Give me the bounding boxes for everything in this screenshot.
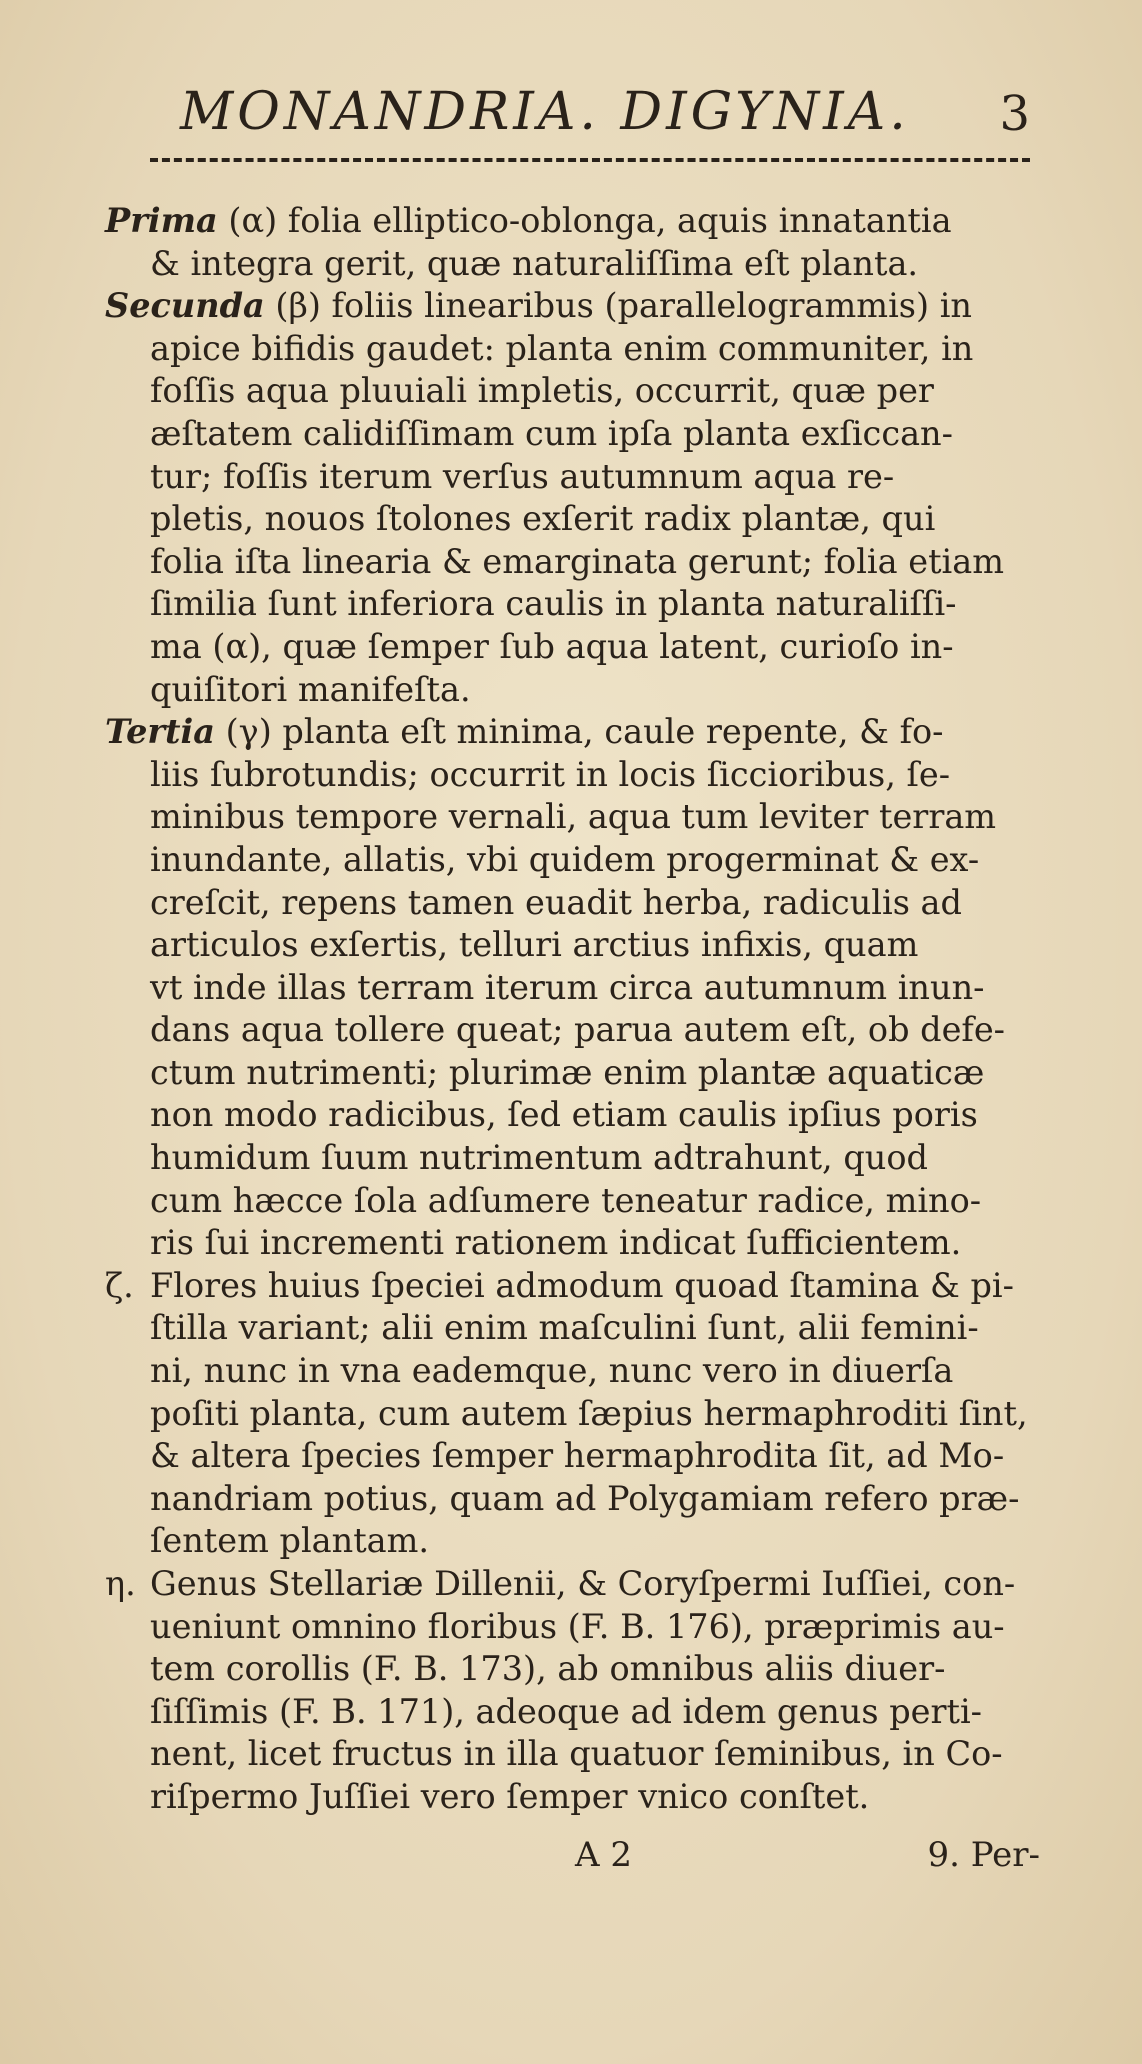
line-text: & integra gerit, quæ naturaliſſima eſt planta.: [150, 243, 919, 283]
running-head: MONANDRIA. DIGYNIA.: [180, 82, 910, 142]
line-text: quiſitori manifeſta.: [150, 669, 471, 709]
line-text: (β) foliis linearibus (parallelogrammis) in: [264, 286, 972, 326]
section-marker: η.: [105, 1564, 136, 1603]
text-line: [105, 1350, 1040, 1393]
line-text: & altera ſpecies ſemper hermaphrodita ſit, ad Mo-: [150, 1436, 1005, 1476]
variety-label: Tertia: [105, 712, 215, 752]
line-text: riſpermo Juſſiei vero ſemper vnico conſtet.: [150, 1776, 870, 1816]
text-line: [105, 370, 1040, 413]
text-line: [105, 328, 1040, 371]
text-line: [105, 1094, 1040, 1137]
text-line: [105, 456, 1040, 499]
text-line: [105, 967, 1040, 1010]
page-header: [150, 82, 1030, 142]
text-line: [105, 541, 1040, 584]
text-line: [105, 1776, 1040, 1819]
line-text: folia iſta linearia & emarginata gerunt; folia etiam: [150, 541, 1004, 581]
line-text: tur; foſſis iterum verſus autumnum aqua re-: [150, 456, 895, 496]
signature-mark: A 2: [575, 1835, 632, 1875]
text-line: [105, 1137, 1040, 1180]
variety-label: Prima: [105, 201, 218, 240]
header-rule: [150, 158, 1030, 162]
line-text: ſimilia ſunt inferiora caulis in planta naturaliſſi-: [150, 584, 957, 624]
line-text: nent, licet fructus in illa quatuor ſeminibus, in Co-: [150, 1734, 1003, 1774]
catchword: 9. Per-: [927, 1835, 1040, 1875]
line-text: humidum ſuum nutrimentum adtrahunt, quod: [150, 1138, 928, 1178]
text-line: [105, 1307, 1040, 1350]
text-line: [105, 1009, 1040, 1052]
line-text: ſtilla variant; alii enim maſculini ſunt, alii femini-: [150, 1308, 979, 1348]
text-line: [105, 583, 1040, 626]
line-text: ueniunt omnino floribus (F. B. 176), præprimis au-: [150, 1606, 1005, 1646]
line-text: ris ſui incrementi rationem indicat ſufficientem.: [150, 1223, 962, 1263]
line-text: cum hæcce ſola adſumere teneatur radice, mino-: [150, 1180, 982, 1220]
line-text: liis ſubrotundis; occurrit in locis ſiccioribus, ſe-: [150, 754, 951, 794]
line-text: ni, nunc in vna eademque, nunc vero in diuerſa: [150, 1351, 954, 1391]
text-line: [105, 796, 1040, 839]
text-line: [105, 1520, 1040, 1563]
line-text: tem corollis (F. B. 173), ab omnibus aliis diuer-: [150, 1649, 946, 1689]
text-line: [105, 839, 1040, 882]
line-text: Genus Stellariæ Dillenii, & Coryſpermi Iuſſiei, con-: [150, 1564, 1016, 1603]
text-line: [105, 1733, 1040, 1776]
text-line: [105, 1478, 1040, 1521]
line-text: apice bifidis gaudet: planta enim communiter, in: [150, 328, 974, 368]
text-line: [105, 669, 1040, 712]
line-text: dans aqua tollere queat; parua autem eſt, ob defe-: [150, 1010, 1005, 1050]
line-text: ſiſſimis (F. B. 171), adeoque ad idem genus perti-: [150, 1691, 982, 1731]
line-text: nandriam potius, quam ad Polygamiam refero præ-: [150, 1478, 1020, 1518]
line-text: poſiti planta, cum autem ſæpius hermaphroditi ſint,: [150, 1393, 1028, 1433]
line-text: ſentem plantam.: [150, 1521, 430, 1561]
line-text: foſſis aqua pluuiali impletis, occurrit, quæ per: [150, 371, 934, 411]
text-line: [105, 1648, 1040, 1691]
line-text: (γ) planta eſt minima, caule repente, & fo-: [214, 712, 944, 752]
line-text: pletis, nouos ſtolones exſerit radix plantæ, qui: [150, 499, 936, 539]
text-line: [105, 711, 1040, 754]
text-line: [105, 754, 1040, 797]
text-line: [105, 1435, 1040, 1478]
text-line: [105, 1052, 1040, 1095]
section-marker: ζ.: [105, 1265, 134, 1305]
text-line: [105, 413, 1040, 456]
page-number: 3: [999, 86, 1030, 142]
line-text: ctum nutrimenti; plurimæ enim plantæ aquaticæ: [150, 1052, 985, 1092]
text-line: [105, 1180, 1040, 1223]
variety-label: Secunda: [105, 286, 265, 326]
text-line: [105, 200, 1040, 243]
line-text: Flores huius ſpeciei admodum quoad ſtamina & pi-: [150, 1265, 1014, 1305]
text-line: [105, 1393, 1040, 1436]
line-text: æſtatem calidiſſimam cum ipſa planta exſiccan-: [150, 413, 953, 453]
text-line: [105, 924, 1040, 967]
page-footer: [105, 1835, 1040, 1885]
text-line: [105, 285, 1040, 328]
text-line: [105, 1691, 1040, 1734]
line-text: articulos exſertis, telluri arctius infixis, quam: [150, 925, 919, 965]
line-text: vt inde illas terram iterum circa autumnum inun-: [150, 967, 985, 1007]
text-line: [105, 1265, 1040, 1308]
line-text: minibus tempore vernali, aqua tum leviter terram: [150, 797, 997, 837]
text-line: [105, 1222, 1040, 1265]
line-text: ma (α), quæ ſemper ſub aqua latent, curioſo in-: [150, 626, 954, 666]
text-line: [105, 1606, 1040, 1649]
line-text: non modo radicibus, ſed etiam caulis ipſius poris: [150, 1095, 978, 1135]
text-line: [105, 626, 1040, 669]
line-text: inundante, allatis, vbi quidem progerminat & ex-: [150, 839, 980, 879]
text-line: [105, 243, 1040, 286]
line-text: creſcit, repens tamen euadit herba, radiculis ad: [150, 882, 962, 922]
text-line: [105, 882, 1040, 925]
text-line: [105, 498, 1040, 541]
body-text: [105, 200, 1040, 1819]
text-line: [105, 1563, 1040, 1606]
line-text: (α) folia elliptico-oblonga, aquis innatantia: [217, 201, 952, 240]
